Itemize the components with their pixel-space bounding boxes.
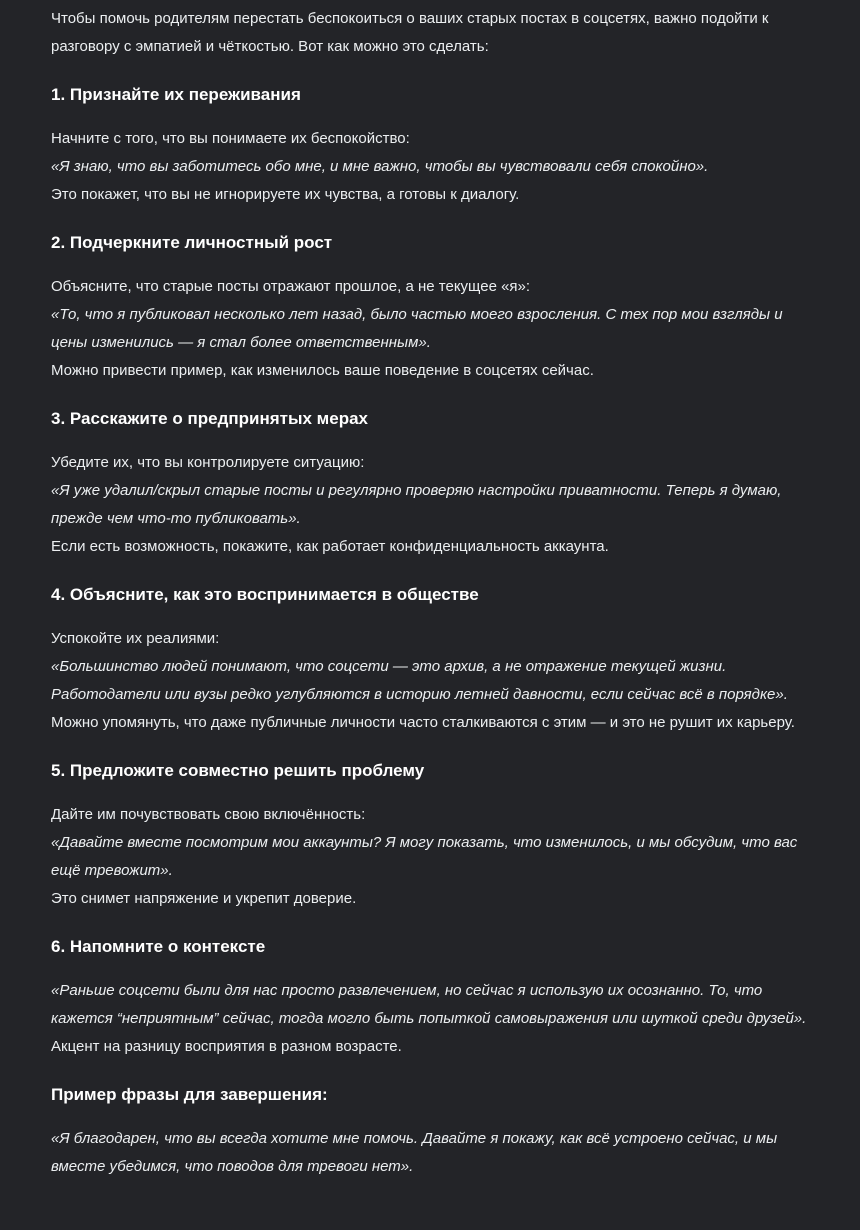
section-note: Это покажет, что вы не игнорируете их чувства, а готовы к диалогу. <box>51 186 520 203</box>
section-body <box>51 625 811 737</box>
section-note: Акцент на разницу восприятия в разном возрасте. <box>51 1038 402 1055</box>
closing-body <box>51 1125 811 1181</box>
chat-message <box>51 5 811 1201</box>
section-heading: 1. Признайте их переживания <box>51 85 301 104</box>
section-body <box>51 801 811 913</box>
closing-quote: «Я благодарен, что вы всегда хотите мне помочь. Давайте я покажу, как всё устроено сейчас, и мы вместе убедимся, что поводов для тревоги нет». <box>51 1130 778 1175</box>
closing-heading: Пример фразы для завершения: <box>51 1085 328 1104</box>
section-quote: «Я знаю, что вы заботитесь обо мне, и мне важно, чтобы вы чувствовали себя спокойно». <box>51 158 709 175</box>
section-heading: 2. Подчеркните личностный рост <box>51 233 333 252</box>
section-lead: Убедите их, что вы контролируете ситуацию: <box>51 454 365 471</box>
section-quote: «Большинство людей понимают, что соцсети — это архив, а не отражение текущей жизни. Работодатели или вузы редко углубляются в историю летней давности, если сейчас всё в порядке». <box>51 658 788 703</box>
intro-paragraph: Чтобы помочь родителям перестать беспокоиться о ваших старых постах в соцсетях, важно подойти к разговору с эмпатией и чёткостью. Вот как можно это сделать: <box>51 10 769 55</box>
section-body <box>51 273 811 385</box>
section-lead: Начните с того, что вы понимаете их беспокойство: <box>51 130 410 147</box>
section-heading: 4. Объясните, как это воспринимается в обществе <box>51 585 479 604</box>
section-context <box>51 933 811 1061</box>
section-heading: 6. Напомните о контексте <box>51 937 266 956</box>
section-growth <box>51 229 811 385</box>
section-lead: Объясните, что старые посты отражают прошлое, а не текущее «я»: <box>51 278 531 295</box>
section-society <box>51 581 811 737</box>
section-quote: «Давайте вместе посмотрим мои аккаунты? Я могу показать, что изменилось, и мы обсудим, что вас ещё тревожит». <box>51 834 798 879</box>
section-body <box>51 449 811 561</box>
section-body <box>51 125 811 209</box>
section-note: Можно упомянуть, что даже публичные личности часто сталкиваются с этим — и это не рушит их карьеру. <box>51 714 795 731</box>
section-body <box>51 977 811 1061</box>
section-note: Если есть возможность, покажите, как работает конфиденциальность аккаунта. <box>51 538 609 555</box>
section-measures <box>51 405 811 561</box>
section-quote: «Раньше соцсети были для нас просто развлечением, но сейчас я использую их осознанно. То, что кажется “неприятным” сейчас, тогда могло быть попыткой самовыражения или шуткой среди друзей». <box>51 982 807 1027</box>
section-quote: «Я уже удалил/скрыл старые посты и регулярно проверяю настройки приватности. Теперь я думаю, прежде чем что-то публиковать». <box>51 482 782 527</box>
section-heading: 3. Расскажите о предпринятых мерах <box>51 409 368 428</box>
closing-section <box>51 1081 811 1181</box>
section-together <box>51 757 811 913</box>
section-note: Можно привести пример, как изменилось ваше поведение в соцсетях сейчас. <box>51 362 594 379</box>
section-note: Это снимет напряжение и укрепит доверие. <box>51 890 357 907</box>
section-lead: Дайте им почувствовать свою включённость: <box>51 806 366 823</box>
section-quote: «То, что я публиковал несколько лет назад, было частью моего взросления. С тех пор мои взгляды и цены изменились — я стал более ответственным». <box>51 306 783 351</box>
section-acknowledge <box>51 81 811 209</box>
section-lead: Успокойте их реалиями: <box>51 630 220 647</box>
section-heading: 5. Предложите совместно решить проблему <box>51 761 425 780</box>
